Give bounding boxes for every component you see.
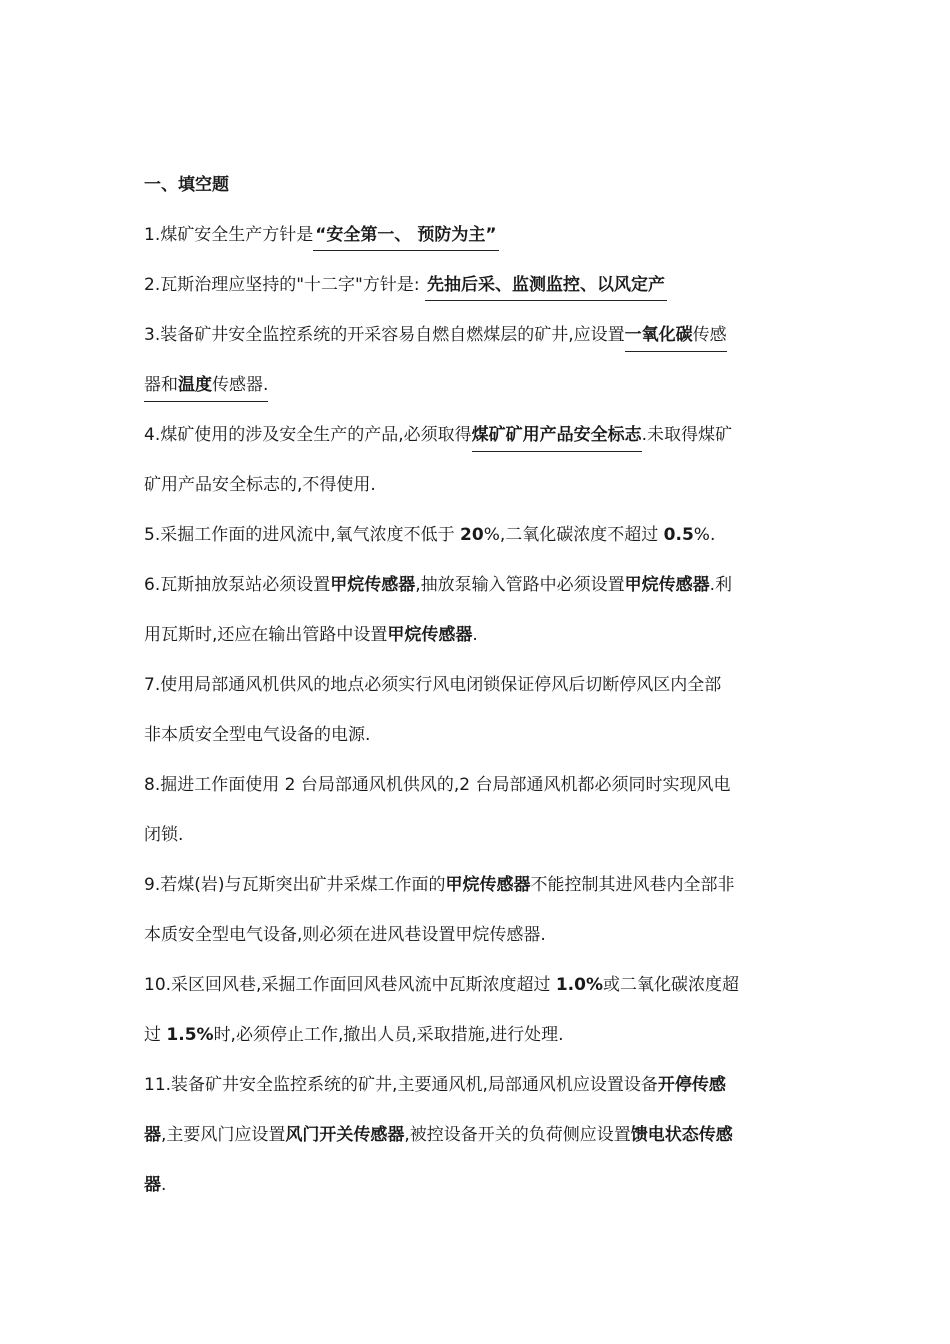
q11-answer-3-cont: 器 [144,1175,161,1195]
q5-answer-1: 20 [460,525,484,545]
q11-text-2: ,主要风门应设置 [161,1125,286,1145]
q6-text-2: ,抽放泵输入管路中必须设置 [415,575,625,595]
q6-text-5: . [472,625,478,645]
q10-answer-2: 1.5% [166,1025,214,1045]
q10-text: 10.采区回风巷,采掘工作面回风巷风流中瓦斯浓度超过 [144,975,556,995]
q3-answer-2: 温度 [178,375,212,395]
q9-text-3: 本质安全型电气设备,则必须在进风巷设置甲烷传感器. [144,925,546,945]
q6-answer-3: 甲烷传感器 [387,625,473,645]
q3-text-2: 传感 [692,325,727,345]
question-8 [144,760,814,860]
question-3 [144,310,814,410]
document-page [144,160,814,1210]
q4-answer: 煤矿矿用产品安全标志 [472,425,642,452]
q11-text: 11.装备矿井安全监控系统的矿井,主要通风机,局部通风机应设置设备 [144,1075,658,1095]
q1-answer: “安全第一、 预防为主” [313,220,498,251]
q4-text: 4.煤矿使用的涉及安全生产的产品,必须取得 [144,425,472,445]
question-7 [144,660,814,760]
q1-text: 1.煤矿安全生产方针是 [144,225,314,245]
question-4 [144,410,814,510]
q6-text-3: .利 [709,575,733,595]
q6-text: 6.瓦斯抽放泵站必须设置 [144,575,331,595]
q8-text: 8.掘进工作面使用 2 台局部通风机供风的,2 台局部通风机都必须同时实现风电 [144,775,731,795]
q11-text-4: . [161,1175,167,1195]
q2-answer: 先抽后采、监测监控、以风定产 [425,270,667,301]
question-9 [144,860,814,960]
q9-answer: 甲烷传感器 [445,875,531,895]
q4-text-2: .未取得煤矿 [641,425,733,445]
q4-text-3: 矿用产品安全标志的,不得使用. [144,475,376,495]
q6-answer-1: 甲烷传感器 [330,575,416,595]
q9-text-2: 不能控制其进风巷内全部非 [530,875,735,895]
q9-text: 9.若煤(岩)与瓦斯突出矿井采煤工作面的 [144,875,446,895]
q7-text: 7.使用局部通风机供风的地点必须实行风电闭锁保证停风后切断停风区内全部 [144,675,722,695]
q10-answer-1: 1.0% [555,975,603,995]
q5-answer-2: 0.5 [663,525,694,545]
q7-text-2: 非本质安全型电气设备的电源. [144,725,371,745]
q5-text-2: %,二氧化碳浓度不超过 [483,525,664,545]
section-heading: 一、填空题 [144,175,229,195]
q3-text-3: 器和 [144,375,178,395]
q6-text-4: 用瓦斯时,还应在输出管路中设置 [144,625,388,645]
q5-text-3: %. [693,525,716,545]
q3-answer-1: 一氧化碳 [624,325,693,345]
q11-answer-3: 馈电状态传感 [630,1125,733,1145]
q11-answer-1-cont: 器 [144,1125,161,1145]
q10-text-4: 时,必须停止工作,撤出人员,采取措施,进行处理. [213,1025,564,1045]
q3-text-4: 传感器. [212,375,269,395]
question-6 [144,560,814,660]
q5-text: 5.采掘工作面的进风流中,氧气浓度不低于 [144,525,461,545]
question-2 [144,260,814,310]
q8-text-2: 闭锁. [144,825,184,845]
q2-text: 2.瓦斯治理应坚持的"十二字"方针是: [144,275,420,295]
q3-text: 3.装备矿井安全监控系统的开采容易自燃自燃煤层的矿井,应设置 [144,325,625,345]
q10-text-2: 或二氧化碳浓度超 [603,975,739,995]
q11-answer-2: 风门开关传感器 [285,1125,405,1145]
q11-answer-1: 开停传感 [657,1075,726,1095]
question-11 [144,1060,814,1210]
question-10 [144,960,814,1060]
q10-text-3: 过 [144,1025,167,1045]
q11-text-3: ,被控设备开关的负荷侧应设置 [404,1125,631,1145]
q6-answer-2: 甲烷传感器 [624,575,710,595]
question-5 [144,510,814,560]
question-1 [144,210,814,260]
